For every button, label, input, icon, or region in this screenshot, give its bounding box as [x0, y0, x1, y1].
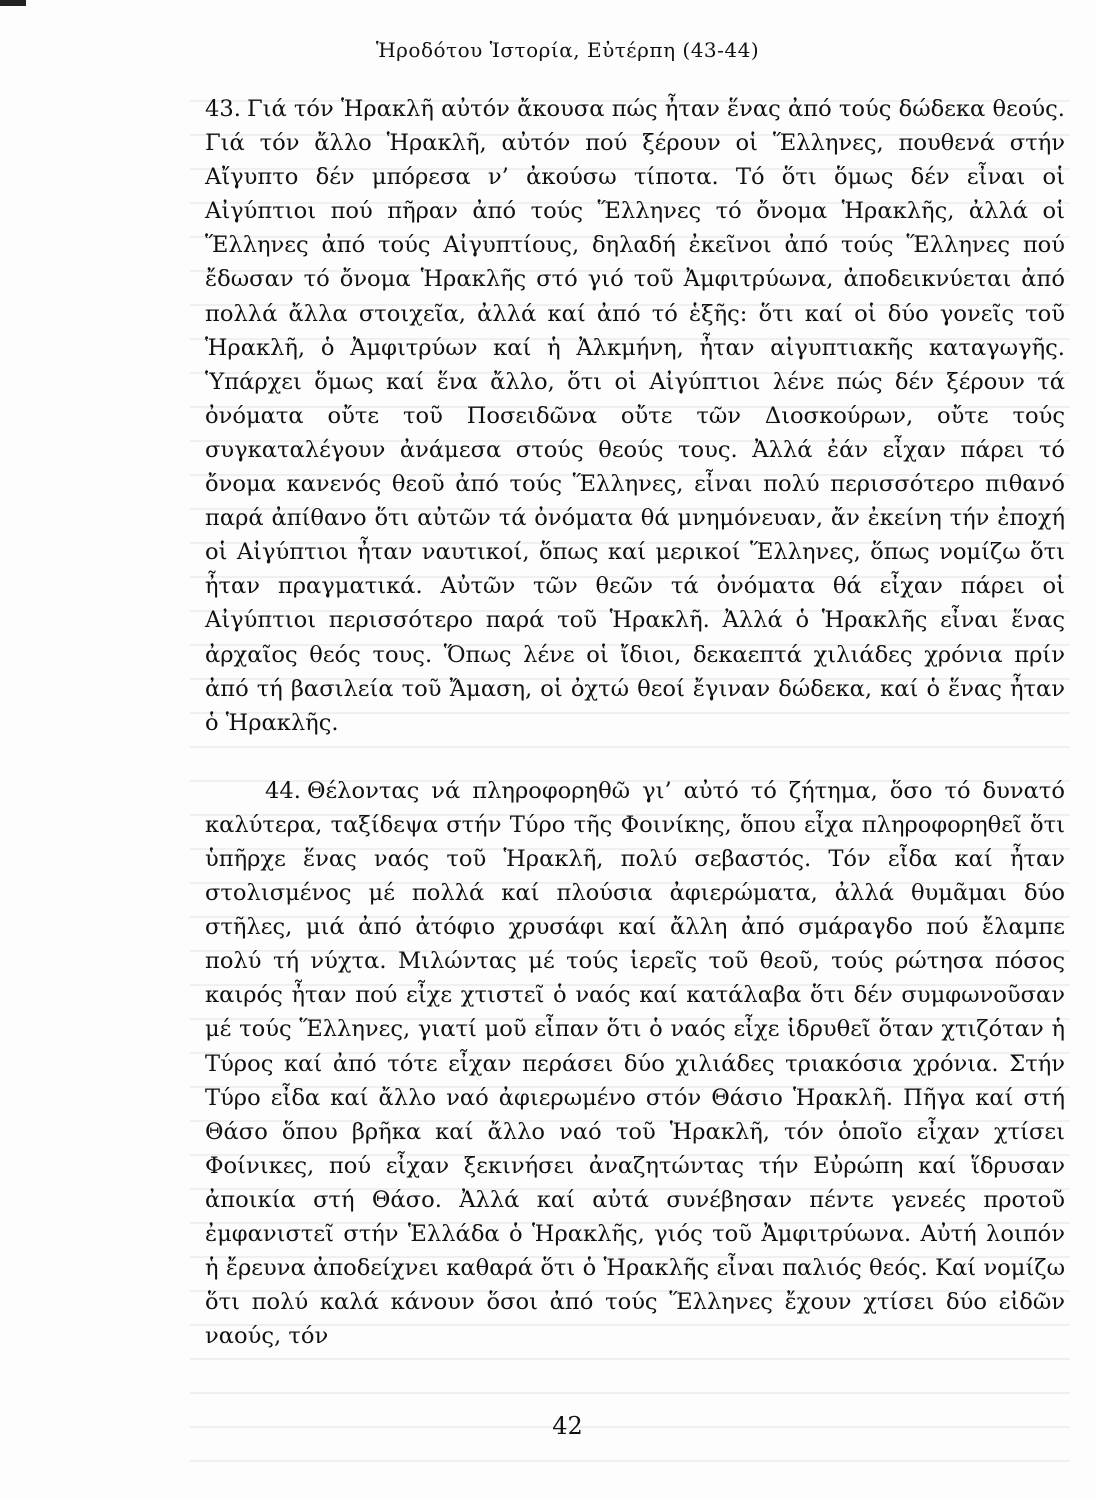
paragraph-43 [205, 92, 1065, 740]
running-header: Ἡροδότου Ἱστορία, Εὐτέρπη (43-44) [375, 38, 760, 62]
scan-corner-mark [0, 0, 26, 6]
paragraph-number: 43. [205, 96, 241, 122]
paragraph-text: Γιά τόν Ἡρακλῆ αὐτόν ἄκουσα πώς ἦταν ἕνας ἀπό τούς δώδεκα θεούς. Γιά τόν ἄλλο Ἡρακλῆ, αὐτόν πού ξέρουν οἱ Ἕλληνες, πουθενά στήν Αἴγυπτο δέν μπόρεσα ν’ ἀκούσω τίποτα. Τό ὅτι ὅμως δέν εἶναι οἱ Αἰγύπτιοι πού πῆραν ἀπό τούς Ἕλληνες τό ὄνομα Ἡρακλῆς, ἀλλά οἱ Ἕλληνες ἀπό τούς Αἰγυπτίους, δηλαδή ἐκεῖνοι ἀπό τούς Ἕλληνες πού ἔδωσαν τό ὄνομα Ἡρακλῆς στό γιό τοῦ Ἀμφιτρύωνα, ἀποδεικνύεται ἀπό πολλά ἄλλα στοιχεῖα, ἀλλά καί ἀπό τό ἑξῆς: ὅτι καί οἱ δύο γονεῖς τοῦ Ἡρακλῆ, ὁ Ἀμφιτρύων καί ἡ Ἀλκμήνη, ἦταν αἰγυπτιακῆς καταγωγῆς. Ὑπάρχει ὅμως καί ἕνα ἄλλο, ὅτι οἱ Αἰγύπτιοι λένε πώς δέν ξέρουν τά ὀνόματα οὔτε τοῦ Ποσειδῶνα οὔτε τῶν Διοσκούρων, οὔτε τούς συγκαταλέγουν ἀνάμεσα στούς θεούς τους. Ἀλλά ἐάν εἶχαν πάρει τό ὄνομα κανενός θεοῦ ἀπό τούς Ἕλληνες, εἶναι πολύ περισσότερο πιθανό παρά ἀπίθανο ὅτι αὐτῶν τά ὀνόματα θά μνημόνευαν, ἄν ἐκείνη τήν ἐποχή οἱ Αἰγύπτιοι ἦταν ναυτικοί, ὅπως καί μερικοί Ἕλληνες, ὅπως νομίζω ὅτι ἦταν πραγματικά. Αὐτῶν τῶν θεῶν τά ὀνόματα θά εἶχαν πάρει οἱ Αἰγύπτιοι περισσότερο παρά τοῦ Ἡρακλῆ. Ἀλλά ὁ Ἡρακλῆς εἶναι ἕνας ἀρχαῖος θεός τους. Ὅπως λένε οἱ ἴδιοι, δεκαεπτά χιλιάδες χρόνια πρίν ἀπό τή βασιλεία τοῦ Ἄμαση, οἱ ὀχτώ θεοί ἔγιναν δώδεκα, καί ὁ ἕνας ἦταν ὁ Ἡρακλῆς. [205, 96, 1065, 736]
page-number: 42 [552, 1412, 583, 1440]
paragraph-number: 44. [265, 777, 301, 804]
paragraph-44 [205, 774, 1065, 1354]
paragraph-text: Θέλοντας νά πληροφορηθῶ γι’ αὐτό τό ζήτημα, ὅσο τό δυνατό καλύτερα, ταξίδεψα στήν Τύρο τῆς Φοινίκης, ὅπου εἶχα πληροφορηθεῖ ὅτι ὑπῆρχε ἕνας ναός τοῦ Ἡρακλῆ, πολύ σεβαστός. Τόν εἶδα καί ἦταν στολισμένος μέ πολλά καί πλούσια ἀφιερώματα, ἀλλά θυμᾶμαι δύο στῆλες, μιά ἀπό ἀτόφιο χρυσάφι καί ἄλλη ἀπό σμάραγδο πού ἔλαμπε πολύ τή νύχτα. Μιλώντας μέ τούς ἱερεῖς τοῦ θεοῦ, τούς ρώτησα πόσος καιρός ἦταν πού εἶχε χτιστεῖ ὁ ναός καί κατάλαβα ὅτι δέν συμφωνοῦσαν μέ τούς Ἕλληνες, γιατί μοῦ εἶπαν ὅτι ὁ ναός εἶχε ἱδρυθεῖ ὅταν χτιζόταν ἡ Τύρος καί ἀπό τότε εἶχαν περάσει δύο χιλιάδες τριακόσια χρόνια. Στήν Τύρο εἶδα καί ἄλλο ναό ἀφιερωμένο στόν Θάσιο Ἡρακλῆ. Πῆγα καί στή Θάσο ὅπου βρῆκα καί ἄλλο ναό τοῦ Ἡρακλῆ, τόν ὁποῖο εἶχαν χτίσει Φοίνικες, πού εἶχαν ξεκινήσει ἀναζητώντας τήν Εὐρώπη καί ἵδρυσαν ἀποικία στή Θάσο. Ἀλλά καί αὐτά συνέβησαν πέντε γενεές προτοῦ ἐμφανιστεῖ στήν Ἑλλάδα ὁ Ἡρακλῆς, γιός τοῦ Ἀμφιτρύωνα. Αὐτή λοιπόν ἡ ἔρευνα ἀποδείχνει καθαρά ὅτι ὁ Ἡρακλῆς εἶναι παλιός θεός. Καί νομίζω ὅτι πολύ καλά κάνουν ὅσοι ἀπό τούς Ἕλληνες ἔχουν χτίσει δύο εἰδῶν ναούς, τόν [205, 777, 1065, 1350]
body-text [205, 92, 1065, 1353]
